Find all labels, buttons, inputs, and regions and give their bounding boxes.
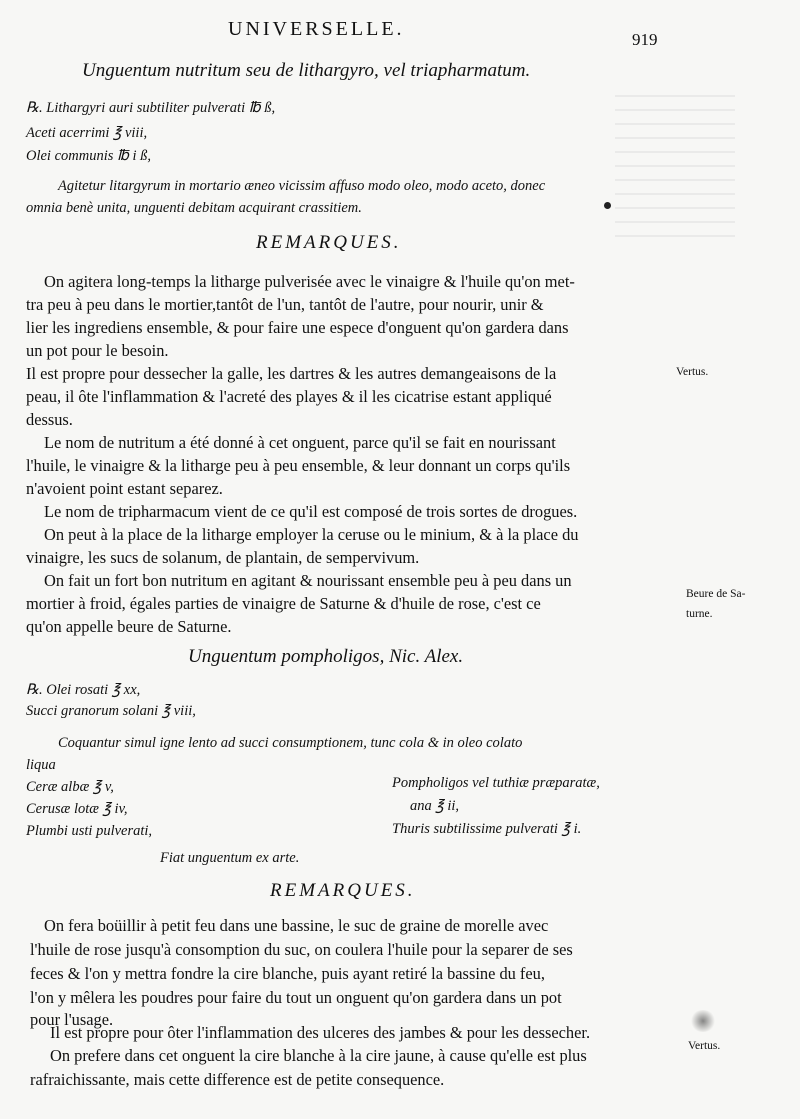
page-number: 919	[632, 30, 658, 49]
recipe1-title: Unguentum nutritum seu de lithargyro, vel triapharmatum.	[82, 60, 531, 81]
recipe2-title: Unguentum pompholigos, Nic. Alex.	[188, 646, 464, 667]
recipe2-right-ingredient: ana ℥ ii,	[410, 798, 460, 814]
margin-note-vertus: Vertus.	[676, 366, 709, 378]
remarks1-line: On agitera long-temps la litharge pulverisée avec le vinaigre & l'huile qu'on met-	[44, 272, 575, 291]
recipe1-ingredient: Olei communis ℔ i ß,	[26, 148, 152, 164]
recipe2-instruction: Coquantur simul igne lento ad succi consumptionem, tunc cola & in oleo colato	[58, 735, 523, 751]
remarks1-line: vinaigre, les sucs de solanum, de plantain, de sempervivum.	[26, 548, 420, 567]
remarks2-line: l'on y mêlera les poudres pour faire du tout un onguent qu'on gardera dans un pot	[30, 988, 562, 1007]
remarks1-line: On peut à la place de la litharge employer la ceruse ou le minium, & à la place du	[44, 525, 579, 544]
ink-dot	[604, 202, 611, 209]
remarks1-line: qu'on appelle beure de Saturne.	[26, 617, 232, 636]
remarks1-line: dessus.	[26, 410, 73, 429]
recipe1-ingredient: Aceti acerrimi ℥ viii,	[26, 125, 148, 141]
remarks1-line: lier les ingrediens ensemble, & pour faire une espece d'onguent qu'on gardera dans	[26, 318, 569, 337]
remarks1-line: n'avoient point estant separez.	[26, 479, 223, 498]
recipe1-instruction: omnia benè unita, unguenti debitam acquirant crassitiem.	[26, 200, 362, 216]
margin-note-beure: Beure de Sa-	[686, 588, 746, 600]
recipe2-ingredient: ℞. Olei rosati ℥ xx,	[26, 682, 141, 698]
remarks2-line: On prefere dans cet onguent la cire blanche à la cire jaune, à cause qu'elle est plus	[50, 1046, 587, 1065]
recipe2-instruction: liqua	[26, 757, 56, 773]
remarks2-line: Il est propre pour ôter l'inflammation des ulceres des jambes & pour les dessecher.	[50, 1023, 591, 1042]
remarks2-line: pour l'usage.	[30, 1010, 114, 1029]
remarks1-line: Il est propre pour dessecher la galle, les dartres & les autres demangeaisons de la	[26, 364, 557, 383]
remarks2-line: rafraichissante, mais cette difference est de petite consequence.	[30, 1070, 445, 1089]
remarks1-line: Le nom de tripharmacum vient de ce qu'il est composé de trois sortes de drogues.	[44, 502, 578, 521]
remarks2-line: l'huile de rose jusqu'à consomption du suc, on coulera l'huile pour la separer de ses	[30, 940, 573, 959]
remarks2-line: On fera boüillir à petit feu dans une bassine, le suc de graine de morelle avec	[44, 916, 549, 935]
recipe1-instruction: Agitetur litargyrum in mortario æneo vicissim affuso modo oleo, modo aceto, donec	[58, 178, 546, 194]
recipe2-right-ingredient: Thuris subtilissime pulverati ℥ i.	[392, 821, 582, 837]
remarks1-line: tra peu à peu dans le mortier,tantôt de l'un, tantôt de l'autre, pour nourir, unir &	[26, 295, 544, 314]
remarks1-line: mortier à froid, égales parties de vinaigre de Saturne & d'huile de rose, c'est ce	[26, 594, 541, 613]
remarks2-line: feces & l'on y mettra fondre la cire blanche, puis ayant retiré la bassine du feu,	[30, 964, 545, 983]
remarks1-heading: REMARQUES.	[256, 232, 402, 253]
recipe1-ingredient: ℞. Lithargyri auri subtiliter pulverati ℔ ß,	[26, 100, 276, 116]
recipe2-fiat: Fiat unguentum ex arte.	[160, 850, 300, 866]
running-title: UNIVERSELLE.	[228, 18, 405, 40]
ink-smudge	[690, 1010, 716, 1032]
remarks1-line: On fait un fort bon nutritum en agitant & nourissant ensemble peu à peu dans un	[44, 571, 572, 590]
margin-note-vertus: Vertus.	[688, 1040, 721, 1052]
margin-note-beure: turne.	[686, 608, 713, 620]
recipe2-left-ingredient: Ceræ albæ ℥ v,	[26, 779, 114, 795]
show-through-shading	[615, 95, 735, 245]
remarks1-line: peau, il ôte l'inflammation & l'acreté des playes & il les cicatrise estant appliqué	[26, 387, 552, 406]
remarks1-line: l'huile, le vinaigre & la litharge peu à peu ensemble, & leur donnant un corps qu'ils	[26, 456, 571, 475]
recipe2-left-ingredient: Cerusæ lotæ ℥ iv,	[26, 801, 128, 817]
recipe2-left-ingredient: Plumbi usti pulverati,	[26, 823, 153, 839]
recipe2-ingredient: Succi granorum solani ℥ viii,	[26, 703, 196, 719]
remarks1-line: Le nom de nutritum a été donné à cet onguent, parce qu'il se fait en nourissant	[44, 433, 556, 452]
remarks1-line: un pot pour le besoin.	[26, 341, 169, 360]
remarks2-heading: REMARQUES.	[270, 880, 416, 901]
recipe2-right-ingredient: Pompholigos vel tuthiæ præparatæ,	[392, 775, 600, 791]
